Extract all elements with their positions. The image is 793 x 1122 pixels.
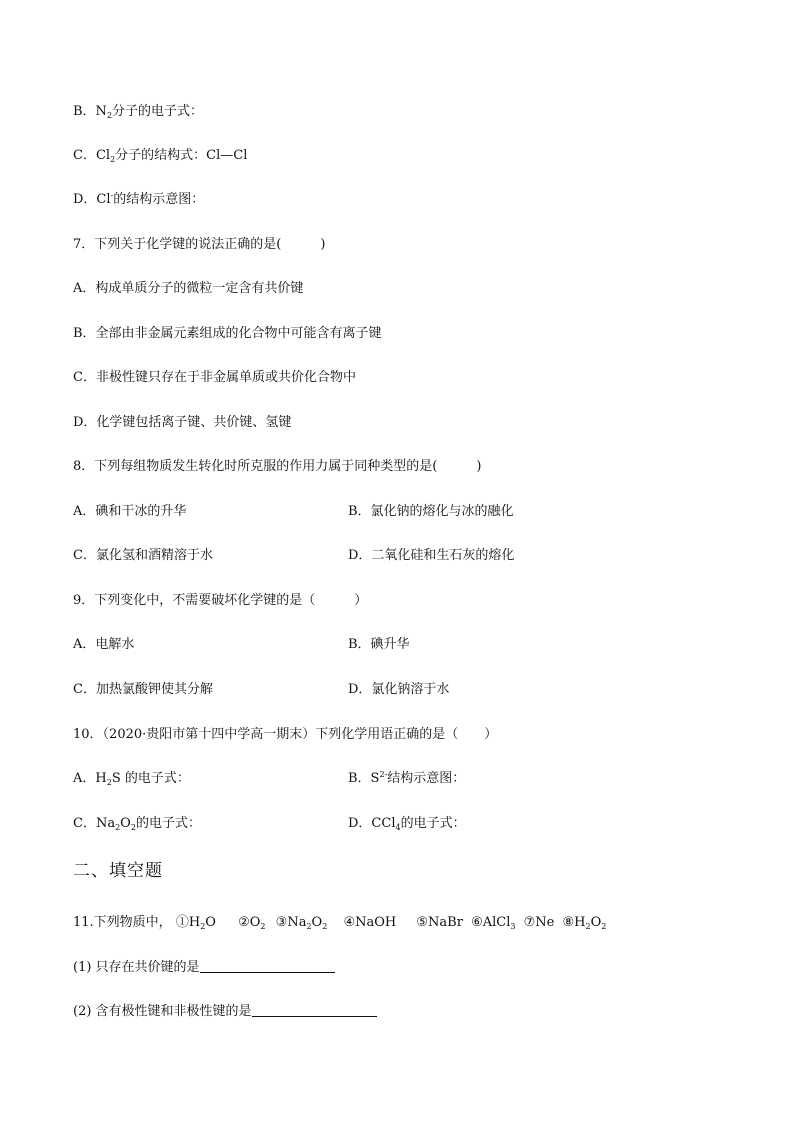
q6-d-sup: - — [110, 191, 114, 200]
q11-sub1 — [73, 959, 335, 977]
q11-sub2-text: (2) 含有极性键和非极性键的是 — [73, 1004, 252, 1019]
q10-a-p2: S 的电子式： — [111, 771, 190, 786]
q7-option-a: A．构成单质分子的微粒一定含有共价键 — [73, 281, 304, 296]
q10-b-p2: 结构示意图： — [387, 771, 466, 786]
q10-stem: 10．（2020·贵阳市第十四中学高一期末）下列化学用语正确的是（ ） — [73, 727, 498, 742]
q10-c-sub1: 2 — [115, 823, 121, 832]
q8-option-d: D．二氧化硅和生石灰的熔化 — [348, 548, 515, 563]
q11-item-4: ④NaOH — [343, 915, 397, 930]
q8-option-b: B．氯化钠的熔化与冰的融化 — [348, 504, 514, 519]
q10-c-p1: C．Na — [73, 816, 116, 831]
q10-option-a — [73, 770, 190, 788]
q10-c-p2: O — [120, 816, 131, 831]
q9-stem: 9．下列变化中，不需要破坏化学键的是（ ） — [73, 593, 368, 608]
section-heading-fill-in: 二、填空题 — [73, 861, 163, 881]
q6-option-b — [73, 103, 203, 121]
q6-c-text: 分子的结构式：Cl—Cl — [115, 148, 248, 163]
q7-option-c: C．非极性键只存在于非金属单质或共价化合物中 — [73, 370, 356, 385]
q10-option-d — [348, 815, 466, 833]
q11-sub2 — [73, 1003, 377, 1021]
q10-option-b — [348, 770, 465, 788]
q6-d-text: 的结构示意图： — [113, 192, 205, 207]
q11-stem-line — [73, 914, 606, 932]
q7-option-d: D．化学键包括离子键、共价键、氢键 — [73, 415, 292, 430]
q9-option-b: B．碘升华 — [348, 637, 410, 652]
q11-item-8: $⑧H_2O_2$ — [562, 915, 607, 931]
q6-c-sub: 2 — [110, 155, 116, 164]
q10-c-sub2: 2 — [130, 823, 136, 832]
q9-option-c: C．加热氯酸钾使其分解 — [73, 682, 213, 697]
q11-item-2: $②O_2$ — [238, 915, 266, 931]
q10-d-sub: 4 — [395, 823, 401, 832]
q8-option-a: A．碘和干冰的升华 — [73, 504, 187, 519]
q11-item-6: ⑥AlCl$_3$ — [471, 915, 516, 931]
q6-c-prefix: C．Cl — [73, 148, 111, 163]
q7-option-b: B．全部由非金属元素组成的化合物中可能含有离子键 — [73, 326, 382, 341]
q11-sub1-text: (1) 只存在共价键的是 — [73, 960, 200, 975]
q10-b-p1: B．S — [348, 771, 380, 786]
q7-stem: 7．下列关于化学键的说法正确的是( ) — [73, 237, 326, 252]
q10-c-p3: 的电子式： — [135, 816, 201, 831]
q10-b-sup: 2- — [379, 770, 388, 779]
q10-a-sub: 2 — [106, 778, 112, 787]
q10-a-p1: A．H — [73, 771, 107, 786]
q11-item-5: ⑤NaBr — [416, 915, 463, 930]
q10-d-p1: D．CCl — [348, 816, 396, 831]
q10-option-c — [73, 815, 201, 833]
q10-d-p2: 的电子式： — [400, 816, 466, 831]
q6-b-sub: 2 — [106, 111, 113, 120]
q6-option-c — [73, 147, 247, 165]
q6-b-prefix: B．N — [73, 104, 107, 119]
q9-option-d: D．氯化钠溶于水 — [348, 682, 450, 697]
q6-b-text: 分子的电子式： — [112, 104, 204, 119]
q6-d-prefix: D．Cl — [73, 192, 111, 207]
q11-sub1-answer-blank[interactable] — [200, 959, 335, 973]
q6-option-d — [73, 191, 204, 209]
q11-stem: 11.下列物质中， — [73, 915, 172, 930]
q11-sub2-answer-blank[interactable] — [252, 1003, 377, 1017]
q8-option-c: C．氯化氢和酒精溶于水 — [73, 548, 213, 563]
q11-item-7: ⑦Ne — [523, 915, 555, 930]
q9-option-a: A．电解水 — [73, 637, 135, 652]
q8-stem: 8．下列每组物质发生转化时所克服的作用力属于同种类型的是( ) — [73, 459, 482, 474]
q11-item-3: $③Na_2O_2$ — [275, 915, 328, 931]
q11-item-1: $①H_2O$ — [175, 915, 216, 931]
